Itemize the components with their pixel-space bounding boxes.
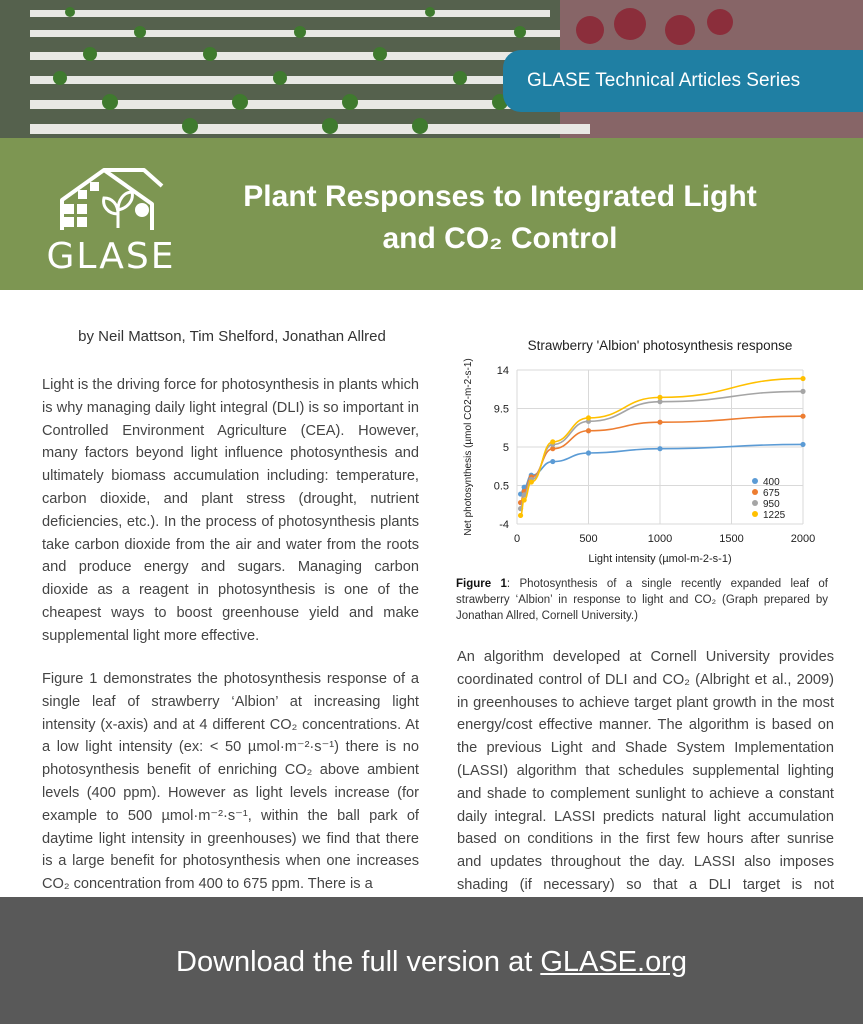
legend-marker-1225 [752, 511, 758, 517]
data-point-675 [586, 428, 591, 433]
data-point-400 [586, 450, 591, 455]
x-tick-label: 0 [513, 533, 521, 545]
data-point-400 [657, 446, 662, 451]
data-point-950 [800, 389, 805, 394]
data-point-1225 [518, 513, 523, 518]
data-point-1225 [586, 415, 591, 420]
header-photo [0, 0, 863, 138]
data-point-1225 [657, 395, 662, 400]
x-tick-label: 1500 [719, 533, 744, 545]
caption-label: Figure 1 [456, 578, 507, 590]
legend-marker-400 [752, 478, 758, 484]
footer-cta [0, 946, 863, 979]
chart-legend [752, 477, 786, 521]
y-axis-label: Net photosynthesis (µmol CO2-m-2-s-1) [463, 358, 474, 536]
page-title [200, 176, 800, 260]
authors: by Neil Mattson, Tim Shelford, Jonathan Allred [78, 328, 386, 345]
data-point-400 [800, 442, 805, 447]
y-tick-label: 5 [502, 442, 509, 454]
y-tick-label: 9.5 [493, 403, 509, 416]
data-point-675 [800, 414, 805, 419]
legend-marker-950 [752, 500, 758, 506]
title-line-1: Plant Responses to Integrated Light [243, 180, 757, 213]
photosynthesis-chart [455, 358, 855, 568]
logo-wordmark: GLASE [46, 236, 176, 277]
footer-text: Download the full version at [176, 946, 541, 978]
series-badge: GLASE Technical Articles Series [503, 50, 863, 112]
x-axis-label: Light intensity (µmol-m-2-s-1) [588, 553, 732, 565]
paragraph-intro: Light is the driving force for photosynthesis in plants which is why managing daily light integral (DLI) is so important in Controlled Environment Agriculture (CEA). However, many factors beyond light influence photosynthesis and ultimately biomass accumulation including: temperature, carbon dioxide, and plant stress (drought, nutrient deficiencies, etc.). In the process of photosynthesis plants take carbon dioxide from the air and water from the roots and produce energy and sugars. Managing carbon dioxide as a reagent in photosynthesis is one of the cheapest ways to boost greenhouse yield and make supplemental light more effective. [42, 377, 419, 644]
paragraph-figure-1: Figure 1 demonstrates the photosynthesis response of a single leaf of strawberry ‘Albion’ at increasing light intensity (x-axis) and at 4 different CO₂ concentrations. At a low light intensity (ex: < 50 µmol·m⁻²·s⁻¹) there is no photosynthesis benefit of enriching CO₂ above ambient levels (400 ppm). However as light levels increase (for example to 500 µmol·m⁻²·s⁻¹, within the ball park of daytime light intensity in greenhouses) we find that there is a large benefit for photosynthesis when one increases CO₂ concentration from 400 to 675 ppm. There is a [42, 671, 419, 893]
x-tick-label: 500 [579, 533, 598, 545]
data-point-1225 [522, 497, 527, 502]
caption-text: : Photosynthesis of a single recently expanded leaf of strawberry ‘Albion’ in response to light and CO₂ (Graph prepared by Jonathan Allred, Cornell University.) [456, 578, 828, 622]
data-point-1225 [550, 439, 555, 444]
data-point-400 [550, 459, 555, 464]
data-point-675 [657, 420, 662, 425]
y-tick-labels [494, 365, 509, 531]
legend-label-1225: 1225 [763, 510, 786, 521]
paragraph-algorithm: An algorithm developed at Cornell University provides coordinated control of DLI and CO₂ (Albright et al., 2009) in greenhouses to achieve target plant growth in the most energy/cost effective manner. The algorithm is based on the previous Light and Shade System Implementation (LASSI) algorithm that schedules supplemental lighting and shade to complement sunlight to achieve a constant daily integral. LASSI predicts natural light accumulation based on conditions in the first few hours after sunrise and updates throughout the day. LASSI also imposes shading (if necessary) so that a DLI target is not [457, 649, 834, 893]
y-tick-label: 14 [496, 365, 509, 377]
data-point-1225 [800, 376, 805, 381]
data-point-1225 [529, 479, 534, 484]
chart-title: Strawberry 'Albion' photosynthesis response [527, 338, 793, 353]
title-line-2: and CO₂ Control [382, 222, 618, 255]
x-tick-label: 2000 [790, 533, 816, 545]
x-tick-labels [514, 533, 815, 545]
legend-marker-675 [752, 489, 758, 495]
figure-caption [456, 576, 828, 624]
legend-label-950: 950 [763, 499, 780, 510]
legend-label-400: 400 [763, 477, 780, 488]
legend-label-675: 675 [763, 488, 780, 499]
y-tick-label: 0.5 [493, 480, 509, 493]
glase-link[interactable]: GLASE.org [540, 946, 687, 978]
series-line-400 [521, 444, 803, 494]
x-tick-label: 1000 [647, 533, 673, 545]
y-tick-label: -4 [499, 519, 509, 531]
